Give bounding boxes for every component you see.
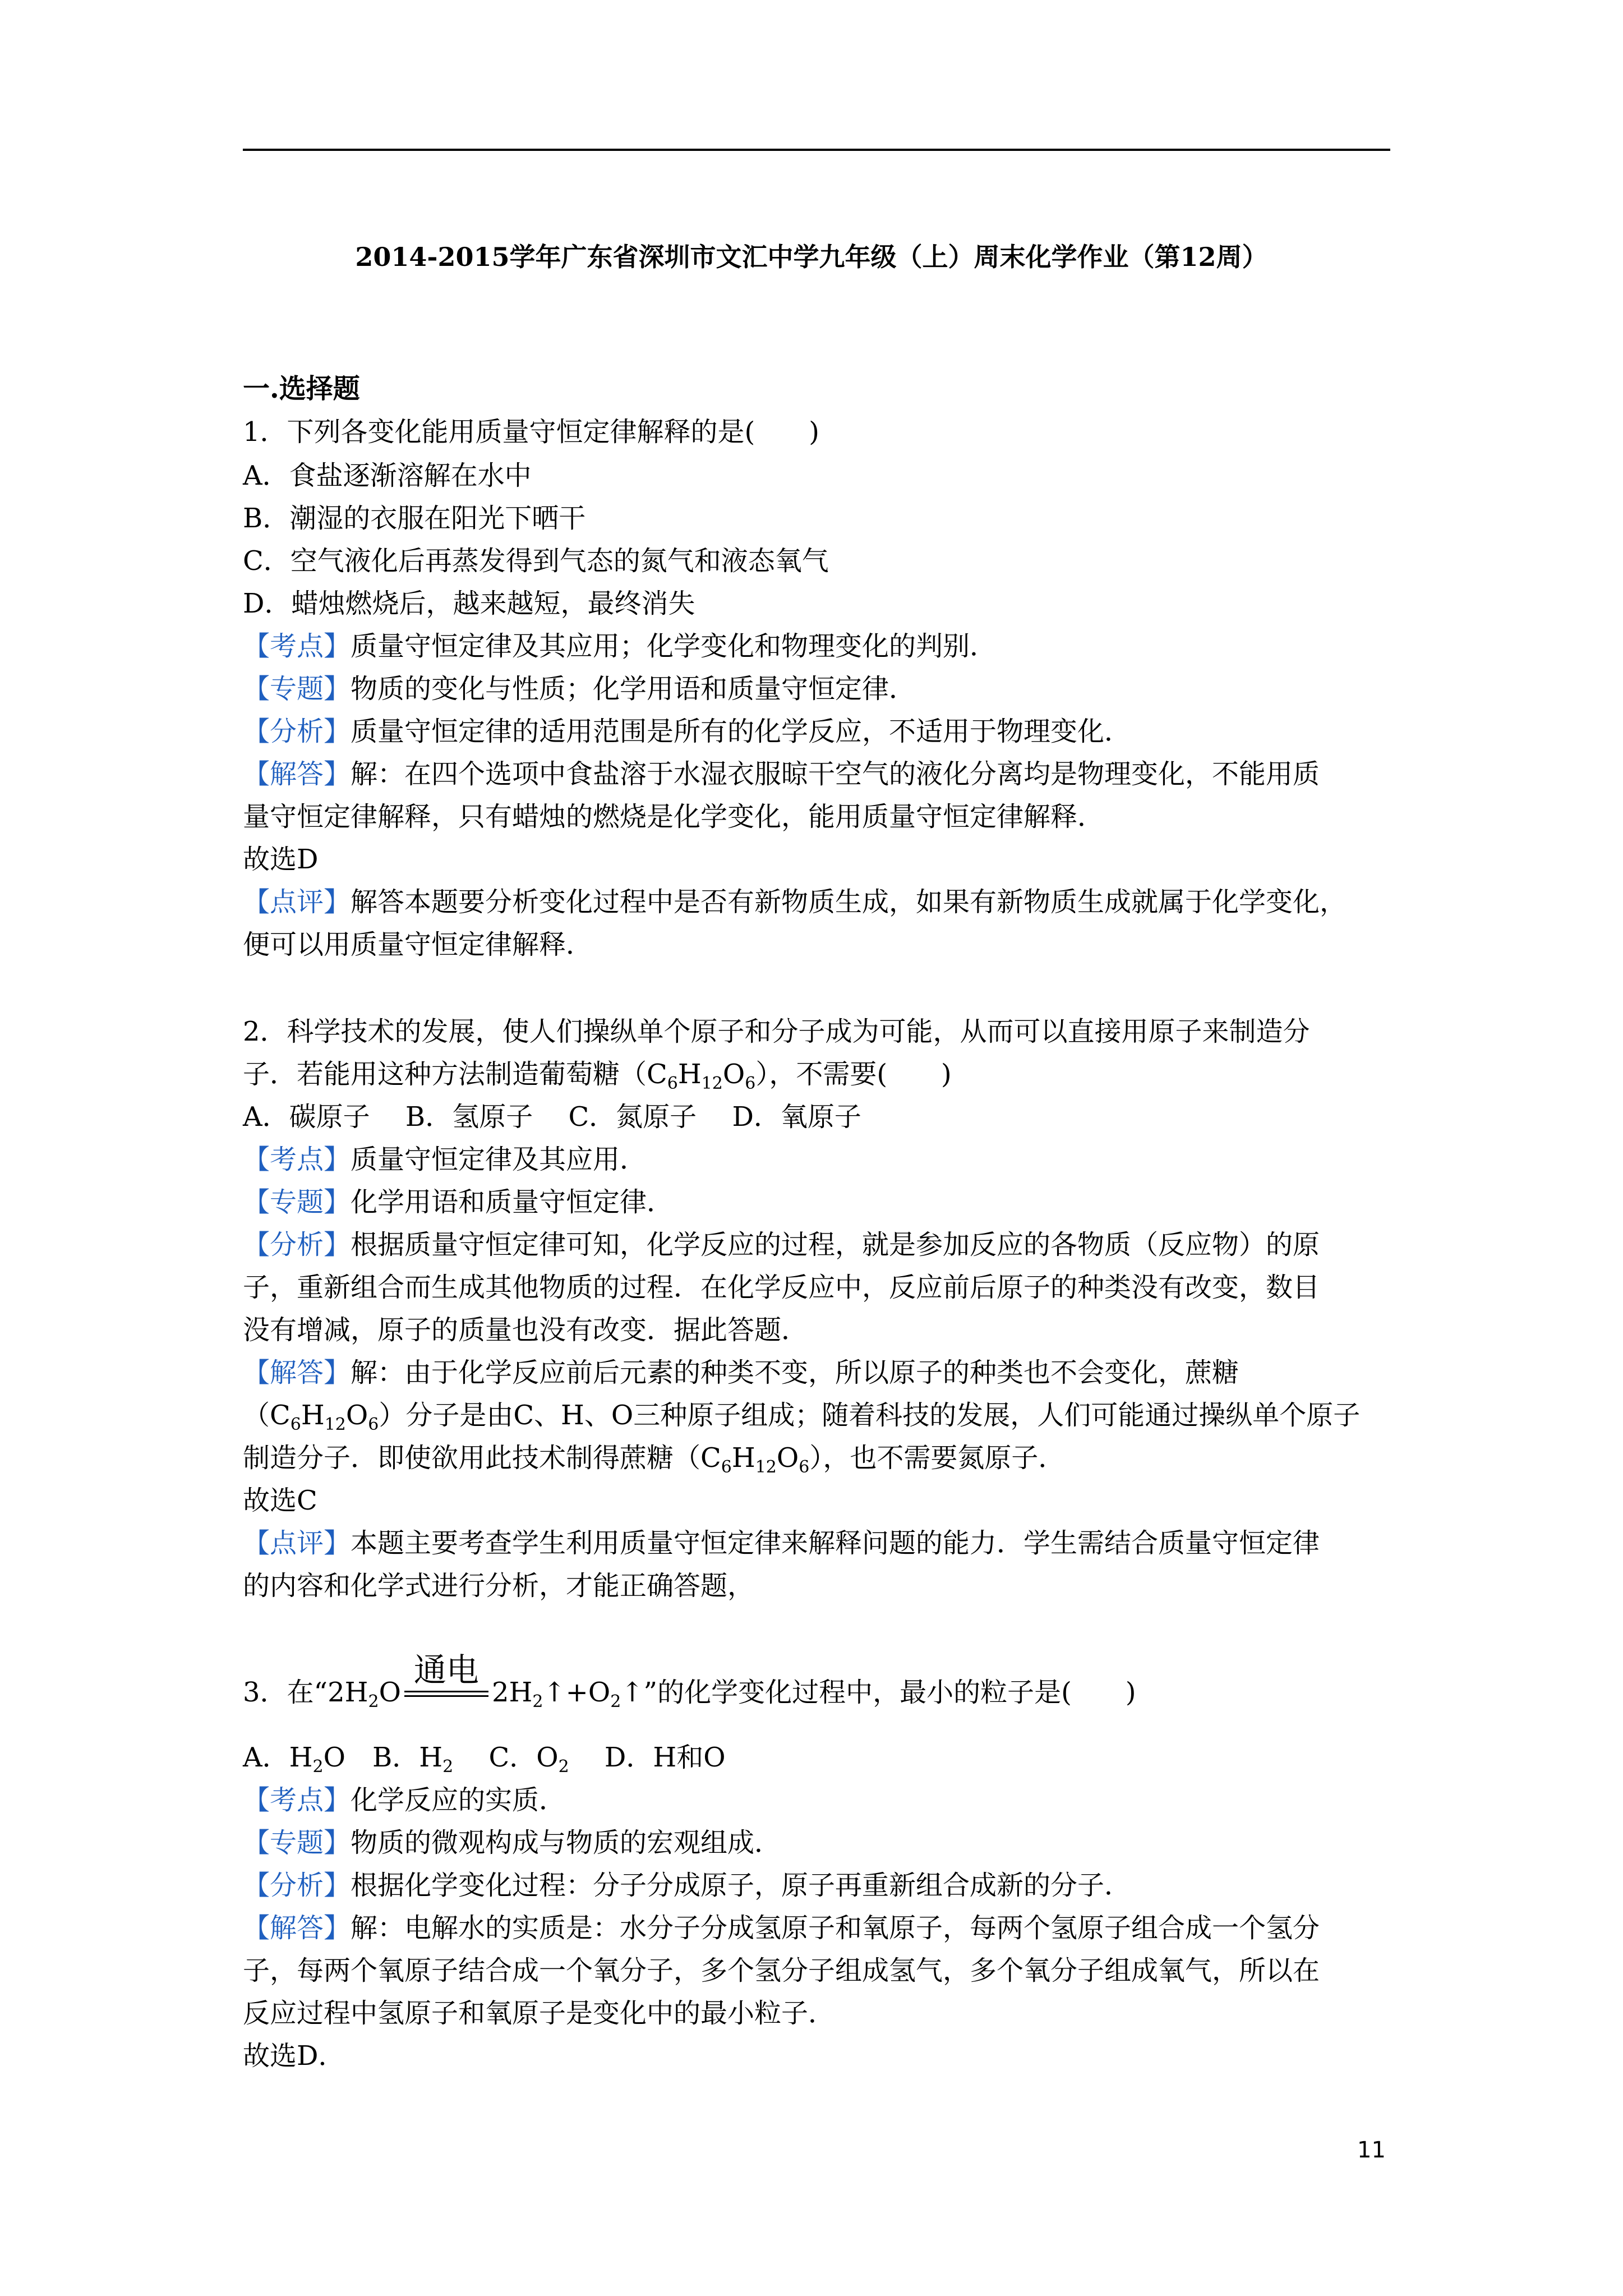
- q2-stem-cont: [243, 1056, 952, 1093]
- q1-jieda: [243, 756, 1320, 793]
- q2-fenxi: [243, 1226, 1320, 1263]
- q2-answer: 故选C: [243, 1485, 317, 1516]
- q1-option-d: D．蜡烛燃烧后，越来越短，最终消失: [243, 588, 695, 619]
- q1-kaodian-text: 质量守恒定律及其应用；化学变化和物理变化的判别．: [351, 631, 997, 662]
- q2-jieda-text: O: [345, 1400, 368, 1431]
- q3-kaodian: [243, 1782, 566, 1819]
- q2-zhuanti: [243, 1184, 674, 1221]
- condition-label: 通电: [413, 1651, 479, 1689]
- q1-dianping-cont: 便可以用质量守恒定律解释．: [243, 929, 593, 960]
- q3-kaodian-text: 化学反应的实质．: [351, 1784, 566, 1816]
- subscript: 2: [532, 1692, 543, 1711]
- q3-jieda-text: 解：电解水的实质是：水分子分成氢原子和氧原子，每两个氢原子组合成一个氢分: [351, 1912, 1320, 1944]
- q3-stem-text: 2H: [491, 1677, 533, 1708]
- q2-jieda-text: 解：由于化学反应前后元素的种类不变，所以原子的种类也不会变化，蔗糖: [351, 1357, 1239, 1388]
- q2-jieda: [243, 1354, 1239, 1391]
- q2-stem-text: O: [722, 1059, 745, 1090]
- q3-fenxi-text: 根据化学变化过程：分子分成原子，原子再重新组合成新的分子．: [351, 1870, 1132, 1901]
- q3-stem: [243, 1651, 1136, 1711]
- q2-stem-text: 子．若能用这种方法制造葡萄糖（C: [243, 1059, 667, 1090]
- q2-jieda-cont: [243, 1397, 1360, 1434]
- jieda-tag: 【解答】: [243, 1912, 351, 1944]
- q2-stem-text: H: [677, 1059, 702, 1090]
- q1-zhuanti-text: 物质的变化与性质；化学用语和质量守恒定律．: [351, 673, 916, 705]
- section-heading: 一.选择题: [243, 373, 360, 404]
- jieda-tag: 【解答】: [243, 1357, 351, 1388]
- q1-jieda-cont: 量守恒定律解释，只有蜡烛的燃烧是化学变化，能用质量守恒定律解释．: [243, 801, 1105, 832]
- q1-zhuanti: [243, 670, 916, 707]
- fenxi-tag: 【分析】: [243, 1870, 351, 1901]
- subscript: 12: [701, 1074, 723, 1093]
- dianping-tag: 【点评】: [243, 1527, 351, 1559]
- subscript: 6: [667, 1074, 678, 1093]
- subscript: 2: [442, 1757, 454, 1777]
- q3-fenxi: [243, 1867, 1131, 1904]
- page-title: 2014-2015学年广东省深圳市文汇中学九年级（上）周末化学作业（第12周）: [355, 242, 1268, 272]
- subscript: 2: [368, 1692, 379, 1711]
- q3-stem-text: 3．在“2H: [243, 1677, 368, 1708]
- kaodian-tag: 【考点】: [243, 1784, 351, 1816]
- equals-line: [404, 1691, 488, 1692]
- subscript: 2: [558, 1757, 569, 1777]
- q1-answer: 故选D: [243, 844, 319, 875]
- q3-jieda-cont: 子，每两个氧原子结合成一个氧分子，多个氢分子组成氢气，多个氧分子组成氧气，所以在: [243, 1955, 1320, 1986]
- q2-options: A．碳原子 B．氢原子 C．氮原子 D．氧原子: [243, 1101, 861, 1133]
- q2-fenxi-text: 根据质量守恒定律可知，化学反应的过程，就是参加反应的各物质（反应物）的原: [351, 1229, 1320, 1260]
- q3-zhuanti-text: 物质的微观构成与物质的宏观组成．: [351, 1827, 782, 1858]
- q2-jieda-text: ）分子是由C、H、O三种原子组成；随着科技的发展，人们可能通过操纵单个原子: [379, 1400, 1361, 1431]
- q2-kaodian: [243, 1141, 647, 1178]
- subscript: 6: [745, 1074, 756, 1093]
- q1-option-a: A．食盐逐渐溶解在水中: [243, 460, 532, 491]
- q1-kaodian: [243, 628, 997, 665]
- subscript: 6: [368, 1415, 379, 1434]
- q1-dianping-text: 解答本题要分析变化过程中是否有新物质生成，如果有新物质生成就属于化学变化，: [351, 886, 1347, 918]
- q3-option-text: D．H和O: [569, 1742, 726, 1773]
- q3-option-text: A．H: [243, 1742, 313, 1773]
- reaction-condition: [404, 1651, 488, 1711]
- zhuanti-tag: 【专题】: [243, 1186, 351, 1218]
- q1-stem: 1．下列各变化能用质量守恒定律解释的是( ): [243, 416, 819, 448]
- q3-stem-text: ↑+O: [543, 1677, 611, 1708]
- q1-fenxi-text: 质量守恒定律的适用范围是所有的化学反应，不适用于物理变化．: [351, 716, 1132, 747]
- kaodian-tag: 【考点】: [243, 631, 351, 662]
- q2-jieda-text: （C: [243, 1400, 291, 1431]
- q1-jieda-text: 解：在四个选项中食盐溶于水湿衣服晾干空气的液化分离均是物理变化，不能用质: [351, 758, 1320, 790]
- zhuanti-tag: 【专题】: [243, 1827, 351, 1858]
- q2-fenxi-cont: 子，重新组合而生成其他物质的过程．在化学反应中，反应前后原子的种类没有改变，数目: [243, 1272, 1320, 1303]
- fenxi-tag: 【分析】: [243, 1229, 351, 1260]
- subscript: 6: [290, 1415, 301, 1434]
- q2-jieda-text: H: [731, 1442, 755, 1474]
- q2-dianping: [243, 1525, 1320, 1562]
- q3-jieda: [243, 1910, 1320, 1947]
- q2-jieda-text: H: [301, 1400, 325, 1431]
- q3-options: [243, 1739, 726, 1776]
- q2-dianping-text: 本题主要考查学生利用质量守恒定律来解释问题的能力．学生需结合质量守恒定律: [351, 1527, 1320, 1559]
- q2-dianping-cont: 的内容和化学式进行分析，才能正确答题，: [243, 1570, 755, 1602]
- q2-stem-text: ），不需要( ): [755, 1059, 952, 1090]
- header-rule: [243, 149, 1390, 151]
- fenxi-tag: 【分析】: [243, 716, 351, 747]
- q2-jieda-cont: [243, 1439, 1065, 1476]
- jieda-tag: 【解答】: [243, 758, 351, 790]
- q3-stem-text: O: [379, 1677, 401, 1708]
- q2-fenxi-cont: 没有增减，原子的质量也没有改变．据此答题．: [243, 1314, 809, 1346]
- zhuanti-tag: 【专题】: [243, 673, 351, 705]
- subscript: 12: [324, 1415, 346, 1434]
- q1-option-b: B．潮湿的衣服在阳光下晒干: [243, 503, 586, 534]
- q2-jieda-text: O: [776, 1442, 799, 1474]
- kaodian-tag: 【考点】: [243, 1144, 351, 1175]
- page-number: 11: [1357, 2137, 1386, 2163]
- subscript: 2: [312, 1757, 324, 1777]
- subscript: 6: [721, 1457, 732, 1477]
- q1-fenxi: [243, 713, 1131, 750]
- subscript: 2: [610, 1692, 621, 1711]
- q3-option-text: C．O: [453, 1742, 559, 1773]
- equals-line: [404, 1695, 488, 1697]
- q3-answer: 故选D．: [243, 2040, 345, 2072]
- q3-jieda-cont: 反应过程中氢原子和氧原子是变化中的最小粒子．: [243, 1998, 836, 2029]
- q1-option-c: C．空气液化后再蒸发得到气态的氮气和液态氧气: [243, 545, 829, 577]
- subscript: 12: [755, 1457, 777, 1477]
- q2-zhuanti-text: 化学用语和质量守恒定律．: [351, 1186, 674, 1218]
- q1-dianping: [243, 884, 1347, 921]
- q2-jieda-text: 制造分子．即使欲用此技术制得蔗糖（C: [243, 1442, 721, 1474]
- dianping-tag: 【点评】: [243, 886, 351, 918]
- q3-option-text: O B．H: [323, 1742, 443, 1773]
- q3-zhuanti: [243, 1824, 781, 1861]
- q2-stem: 2．科学技术的发展，使人们操纵单个原子和分子成为可能，从而可以直接用原子来制造分: [243, 1016, 1310, 1047]
- q2-kaodian-text: 质量守恒定律及其应用．: [351, 1144, 647, 1175]
- q2-jieda-text: ），也不需要氮原子．: [809, 1442, 1066, 1474]
- q3-stem-text: ↑”的化学变化过程中，最小的粒子是( ): [621, 1677, 1136, 1708]
- subscript: 6: [799, 1457, 810, 1477]
